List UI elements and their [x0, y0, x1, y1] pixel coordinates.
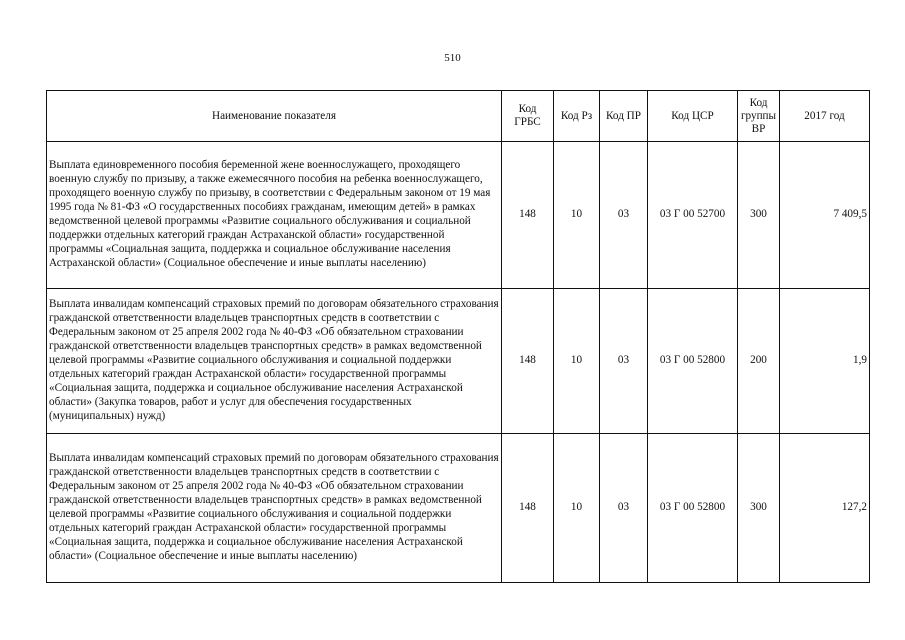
budget-table — [46, 90, 870, 583]
row-vr: 200 — [738, 289, 780, 434]
row-amount: 7 409,5 — [780, 142, 870, 289]
row-grbs: 148 — [502, 142, 554, 289]
row-csr: 03 Г 00 52800 — [648, 434, 738, 583]
row-rz: 10 — [554, 434, 600, 583]
row-csr: 03 Г 00 52800 — [648, 289, 738, 434]
row-amount: 1,9 — [780, 289, 870, 434]
row-amount: 127,2 — [780, 434, 870, 583]
row-grbs: 148 — [502, 434, 554, 583]
page-number: 510 — [444, 52, 461, 64]
header-grbs: Код ГРБС — [502, 91, 554, 142]
row-grbs: 148 — [502, 289, 554, 434]
row-csr: 03 Г 00 52700 — [648, 142, 738, 289]
row-name: Выплата единовременного пособия беременной жене военнослужащего, проходящего военную службу по призыву, а также ежемесячного пособия на ребенка военнослужащего, проходящего военную службу по призыву, в соответствии с Федеральным законом от 19 мая 1995 года № 81-ФЗ «О государственных пособиях гражданам, имеющим детей» в рамках ведомственной целевой программы «Развитие социального обслуживания и социальной поддержки отдельных категорий граждан Астраханской области» государственной программы «Социальная защита, поддержка и социальное обслуживание населения Астраханской области» (Социальное обеспечение и иные выплаты населению) — [47, 142, 502, 289]
header-csr: Код ЦСР — [648, 91, 738, 142]
header-name: Наименование показателя — [47, 91, 502, 142]
row-name: Выплата инвалидам компенсаций страховых премий по договорам обязательного страхования гражданской ответственности владельцев транспортных средств в соответствии с Федеральным законом от 25 апреля 2002 года № 40-ФЗ «Об обязательном страховании гражданской ответственности владельцев транспортных средств» в рамках ведомственной целевой программы «Развитие социального обслуживания и социальной поддержки отдельных категорий граждан Астраханской области» государственной программы «Социальная защита, поддержка и социальное обслуживание населения Астраханской области» (Закупка товаров, работ и услуг для обеспечения государственных (муниципальных) нужд) — [47, 289, 502, 434]
row-pr: 03 — [600, 289, 648, 434]
row-pr: 03 — [600, 142, 648, 289]
table-row — [47, 434, 870, 583]
row-rz: 10 — [554, 142, 600, 289]
table-header-row — [47, 91, 870, 142]
header-pr: Код ПР — [600, 91, 648, 142]
row-vr: 300 — [738, 434, 780, 583]
row-vr: 300 — [738, 142, 780, 289]
header-rz: Код Рз — [554, 91, 600, 142]
table-row — [47, 289, 870, 434]
row-pr: 03 — [600, 434, 648, 583]
row-rz: 10 — [554, 289, 600, 434]
table-row — [47, 142, 870, 289]
header-vr: Код группы ВР — [738, 91, 780, 142]
header-year: 2017 год — [780, 91, 870, 142]
row-name: Выплата инвалидам компенсаций страховых премий по договорам обязательного страхования гражданской ответственности владельцев транспортных средств в соответствии с Федеральным законом от 25 апреля 2002 года № 40-ФЗ «Об обязательном страховании гражданской ответственности владельцев транспортных средств» в рамках ведомственной целевой программы «Развитие социального обслуживания и социальной поддержки отдельных категорий граждан Астраханской области» государственной программы «Социальная защита, поддержка и социальное обслуживание населения Астраханской области» (Социальное обеспечение и иные выплаты населению) — [47, 434, 502, 583]
